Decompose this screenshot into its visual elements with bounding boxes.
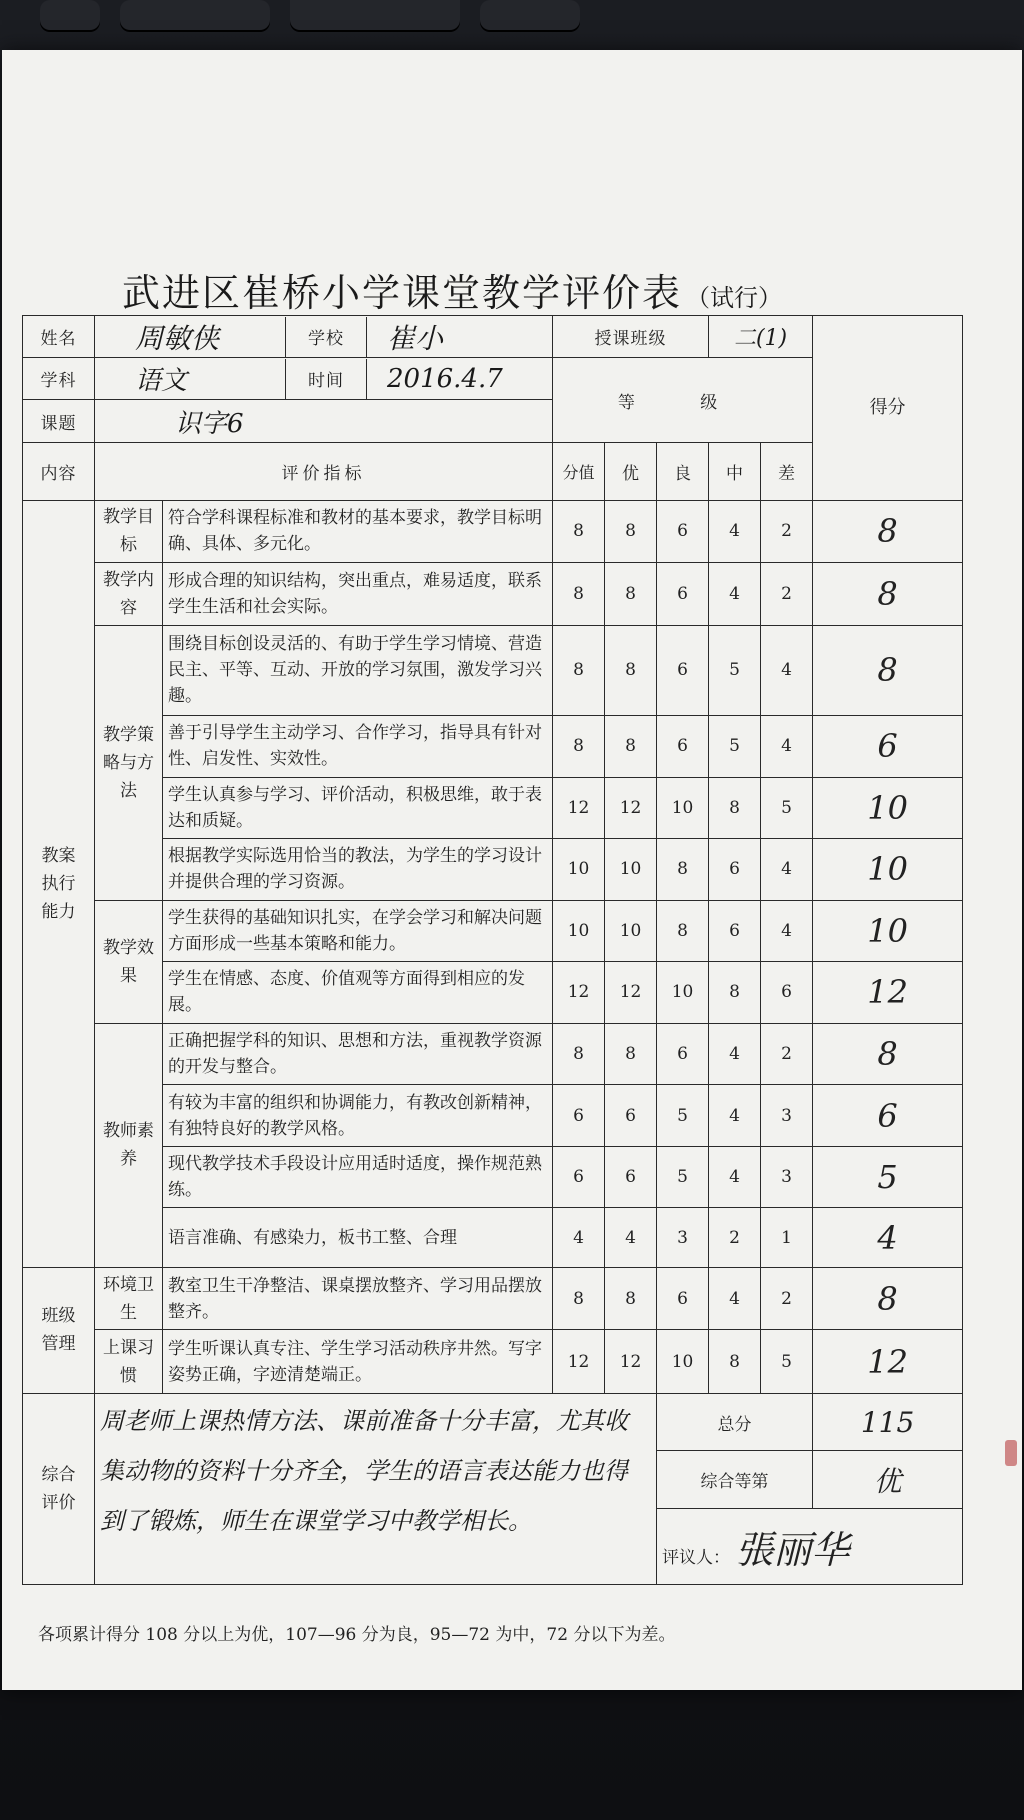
excellent-value: 12 [605,962,657,1024]
reviewer-label: 评议人： [662,1547,731,1568]
score-value: 5 [813,1146,963,1208]
criteria-text: 学生在情感、态度、价值观等方面得到相应的发展。 [163,962,553,1024]
keyboard-key [290,0,460,30]
points-value: 8 [553,716,605,778]
criteria-text: 正确把握学科的知识、思想和方法，重视教学资源的开发与整合。 [163,1023,553,1085]
time-label: 时间 [286,359,367,399]
score-header-label: 得分 [869,396,906,418]
points-value: 6 [553,1146,605,1208]
poor-value: 2 [761,500,813,563]
criteria-text: 根据教学实际选用恰当的教法，为学生的学习设计并提供合理的学习资源。 [163,839,553,901]
class-label: 授课班级 [553,316,709,358]
criteria-text: 语言准确、有感染力，板书工整、合理 [163,1208,553,1268]
subcategory-habit: 上课习惯 [95,1330,163,1394]
keyboard-key [40,0,100,30]
medium-value: 8 [709,962,761,1024]
excellent-value: 10 [605,900,657,962]
medium-value: 8 [709,1330,761,1394]
poor-value: 5 [761,1330,813,1394]
medium-value: 6 [709,839,761,901]
points-value: 10 [553,839,605,901]
score-value: 8 [813,563,963,626]
poor-value: 3 [761,1146,813,1208]
school-value: 崔小 [387,321,444,355]
score-value: 6 [813,1085,963,1147]
good-value: 8 [657,900,709,962]
score-value: 4 [813,1208,963,1268]
poor-value: 6 [761,962,813,1024]
score-value: 6 [813,716,963,778]
criteria-text: 教室卫生干净整洁、课桌摆放整齐、学习用品摆放整齐。 [163,1267,553,1330]
good-value: 10 [657,1330,709,1394]
poor-value: 2 [761,1023,813,1085]
excellent-value: 4 [605,1208,657,1268]
good-value: 8 [657,839,709,901]
subject-label: 学科 [23,358,95,400]
points-value: 8 [553,1267,605,1330]
topic-label: 课题 [23,400,95,443]
good-column-header: 良 [657,443,709,500]
excellent-value: 6 [605,1146,657,1208]
criteria-text: 形成合理的知识结构，突出重点，难易适度，联系学生生活和社会实际。 [163,563,553,626]
category-teaching-ability: 教案执行能力 [23,500,95,1267]
medium-value: 4 [709,1085,761,1147]
time-value: 2016.4.7 [387,363,503,394]
excellent-value: 10 [605,839,657,901]
poor-value: 1 [761,1208,813,1268]
good-value: 5 [657,1085,709,1147]
excellent-value: 8 [605,716,657,778]
poor-value: 3 [761,1085,813,1147]
criteria-text: 有较为丰富的组织和协调能力，有教改创新精神，有独特良好的教学风格。 [163,1085,553,1147]
medium-value: 8 [709,777,761,839]
medium-value: 6 [709,900,761,962]
criteria-text: 学生获得的基础知识扎实，在学会学习和解决问题方面形成一些基本策略和能力。 [163,900,553,962]
grading-footnote: 各项累计得分 108 分以上为优，107—96 分为良，95—72 为中，72 分以下为差。 [38,1625,676,1645]
good-value: 10 [657,962,709,1024]
keyboard-key [480,0,580,30]
points-value: 8 [553,563,605,626]
excellent-value: 8 [605,625,657,715]
points-column-header: 分值 [553,443,605,500]
score-value: 10 [813,839,963,901]
good-value: 6 [657,563,709,626]
excellent-value: 12 [605,777,657,839]
name-value: 周敏侠 [95,317,286,357]
subcategory-strategy: 教学策略与方法 [95,625,163,900]
excellent-column-header: 优 [605,443,657,500]
medium-value: 4 [709,1146,761,1208]
excellent-value: 12 [605,1330,657,1394]
name-label: 姓名 [23,316,95,358]
points-value: 12 [553,1330,605,1394]
subcategory-effect: 教学效果 [95,900,163,1023]
medium-value: 2 [709,1208,761,1268]
score-value: 10 [813,900,963,962]
subcategory-environment: 环境卫生 [95,1267,163,1330]
poor-value: 4 [761,900,813,962]
medium-value: 5 [709,625,761,715]
good-value: 6 [657,716,709,778]
criteria-column-header: 评价指标 [95,443,553,500]
red-stamp-mark [1005,1440,1017,1466]
class-value: 二(1) [709,316,813,358]
overall-grade-label: 综合等第 [657,1451,813,1508]
school-label: 学校 [286,317,367,357]
reviewer-signature: 張丽华 [735,1527,850,1572]
points-value: 8 [553,500,605,563]
excellent-value: 8 [605,563,657,626]
points-value: 8 [553,1023,605,1085]
poor-value: 2 [761,1267,813,1330]
poor-column-header: 差 [761,443,813,500]
subcategory-quality: 教师素养 [95,1023,163,1267]
points-value: 12 [553,962,605,1024]
good-value: 6 [657,625,709,715]
score-value: 12 [813,962,963,1024]
form-title-suffix: （试行） [686,284,783,312]
score-value: 8 [813,1023,963,1085]
category-class-management: 班级管理 [23,1267,95,1393]
good-value: 3 [657,1208,709,1268]
subject-value: 语文 [95,359,286,399]
medium-value: 4 [709,1023,761,1085]
category-overall-evaluation: 综合评价 [23,1394,95,1585]
medium-value: 4 [709,1267,761,1330]
score-value: 8 [813,625,963,715]
keyboard-key [120,0,270,30]
medium-value: 4 [709,500,761,563]
criteria-text: 围绕目标创设灵活的、有助于学生学习情境、营造民主、平等、互动、开放的学习氛围，激发学习兴趣。 [163,625,553,715]
points-value: 6 [553,1085,605,1147]
criteria-text: 符合学科课程标准和教材的基本要求，教学目标明确、具体、多元化。 [163,500,553,563]
excellent-value: 6 [605,1085,657,1147]
excellent-value: 8 [605,1023,657,1085]
subcategory-goal: 教学目标 [95,500,163,563]
criteria-text: 现代教学技术手段设计应用适时适度，操作规范熟练。 [163,1146,553,1208]
excellent-value: 8 [605,1267,657,1330]
medium-value: 5 [709,716,761,778]
form-title-text: 武进区崔桥小学课堂教学评价表 [122,271,683,315]
overall-comment: 周老师上课热情方法、课前准备十分丰富，尤其收集动物的资料十分齐全，学生的语言表达能力也得到了锻炼，师生在课堂学习中教学相长。 [95,1394,657,1585]
excellent-value: 8 [605,500,657,563]
poor-value: 5 [761,777,813,839]
good-value: 6 [657,500,709,563]
score-header [813,316,963,501]
score-value: 10 [813,777,963,839]
poor-value: 4 [761,839,813,901]
poor-value: 2 [761,563,813,626]
medium-column-header: 中 [709,443,761,500]
subcategory-content: 教学内容 [95,563,163,626]
criteria-text: 学生认真参与学习、评价活动，积极思维，敢于表达和质疑。 [163,777,553,839]
good-value: 6 [657,1267,709,1330]
evaluation-table [22,315,963,1585]
poor-value: 4 [761,716,813,778]
criteria-text: 学生听课认真专注、学生学习活动秩序井然。写字姿势正确，字迹清楚端正。 [163,1330,553,1394]
form-title [122,262,782,317]
points-value: 4 [553,1208,605,1268]
total-label: 总分 [657,1394,813,1451]
criteria-text: 善于引导学生主动学习、合作学习，指导具有针对性、启发性、实效性。 [163,716,553,778]
score-value: 12 [813,1330,963,1394]
points-value: 10 [553,900,605,962]
good-value: 10 [657,777,709,839]
total-value: 115 [813,1394,963,1451]
good-value: 6 [657,1023,709,1085]
grade-header: 等 级 [553,358,813,443]
topic-value: 识字6 [95,400,553,443]
content-column-header: 内容 [23,443,95,500]
medium-value: 4 [709,563,761,626]
overall-grade-value: 优 [813,1451,963,1508]
score-value: 8 [813,1267,963,1330]
good-value: 5 [657,1146,709,1208]
points-value: 8 [553,625,605,715]
poor-value: 4 [761,625,813,715]
points-value: 12 [553,777,605,839]
score-value: 8 [813,500,963,563]
